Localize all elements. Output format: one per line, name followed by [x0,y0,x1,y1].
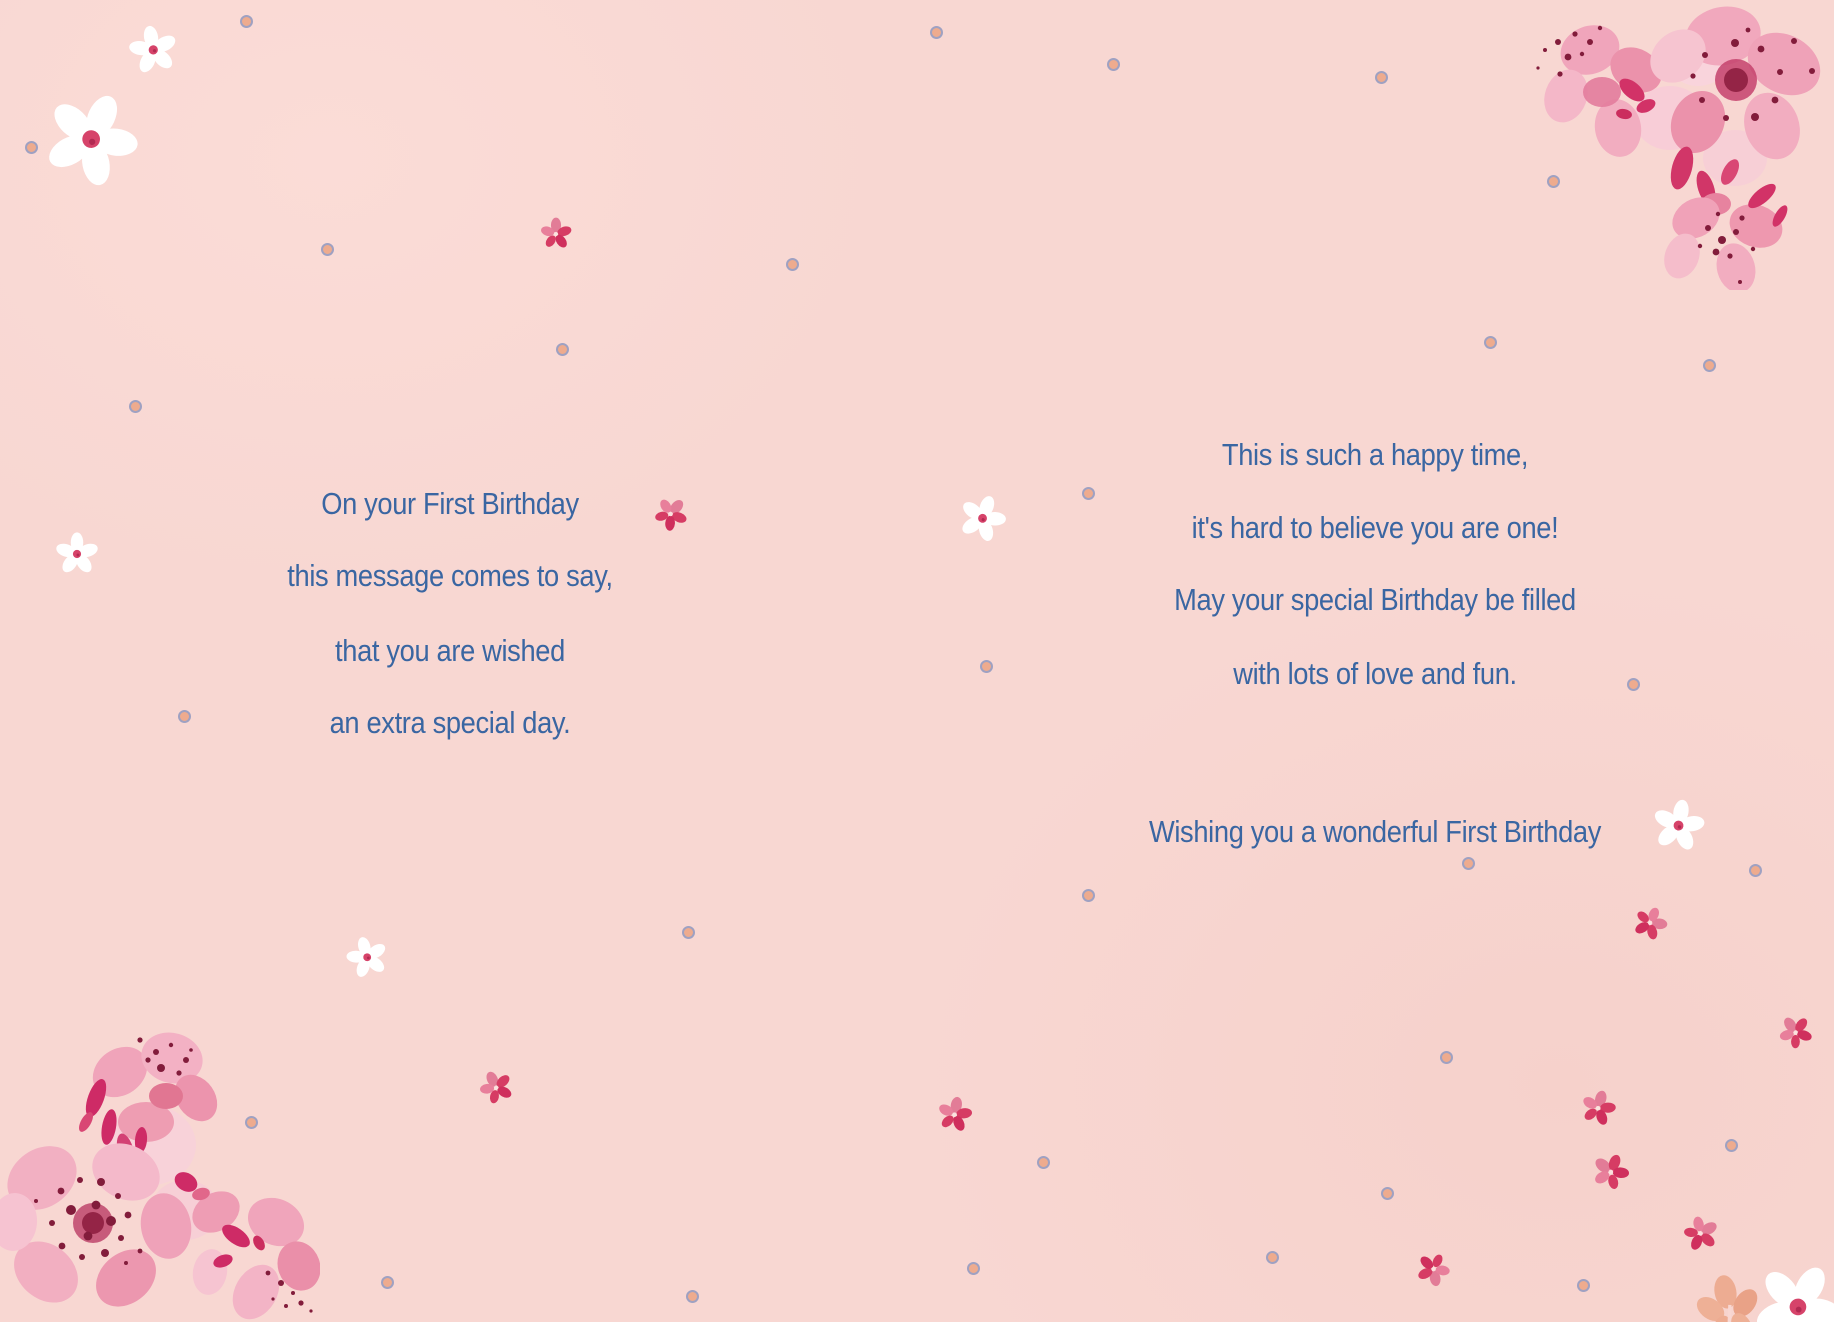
bead-dot [1749,864,1762,877]
bead-dot [1375,71,1388,84]
pink-small-flower-icon [1554,1052,1610,1108]
bead-dot [240,15,253,28]
bead-dot [1725,1139,1738,1152]
pink-small-flower-icon [1543,1141,1611,1209]
bead-dot [1037,1156,1050,1169]
right-verse-line-2: it's hard to believe you are one! [1191,510,1559,545]
bead-dot [321,243,334,256]
pink-small-flower-icon [1734,996,1795,1057]
pink-small-flower-icon [909,1061,962,1114]
watercolor-flower-cluster-bottom-left [0,1010,320,1322]
bead-dot [1266,1251,1279,1264]
left-verse-line-3: that you are wished [335,633,565,668]
right-verse-line-3: May your special Birthday be filled [1174,582,1576,617]
pink-small-flower-icon [1650,879,1698,927]
bead-dot [1547,175,1560,188]
bead-dot [786,258,799,271]
pink-small-flower-icon [1678,1171,1741,1234]
white-small-flower-icon [934,452,1001,519]
closing-wish-line: Wishing you a wonderful First Birthday [1148,814,1602,849]
right-verse-line-4: with lots of love and fun. [1233,656,1517,691]
white-small-flower-icon [91,0,154,59]
bead-dot [967,1262,980,1275]
bead-dot [930,26,943,39]
bead-dot [1462,857,1475,870]
left-verse-line-1: On your First Birthday [321,486,579,521]
bead-dot [1703,359,1716,372]
bead-dot [980,660,993,673]
peach-flower-icon [1631,1227,1728,1322]
bead-dot [1082,487,1095,500]
white-small-flower-icon [311,913,367,969]
bead-dot [682,926,695,939]
pink-small-flower-icon [1434,1262,1485,1313]
bead-dot [381,1276,394,1289]
white-small-flower-icon [29,506,77,554]
bead-dot [1082,889,1095,902]
bead-dot [1107,58,1120,71]
bead-dot [556,343,569,356]
bead-dot [1381,1187,1394,1200]
bead-dot [686,1290,699,1303]
left-verse-line-2: this message comes to say, [287,558,613,593]
pink-small-flower-icon [514,192,556,234]
bead-dot [1484,336,1497,349]
left-verse-line-4: an extra special day. [329,705,571,740]
bead-dot [1440,1051,1453,1064]
bead-dot [1577,1279,1590,1292]
bead-dot [129,400,142,413]
bead-dot [245,1116,258,1129]
bead-dot [25,141,38,154]
watercolor-flower-cluster-top-right [1530,0,1834,290]
pink-small-flower-icon [438,1048,496,1106]
right-verse-line-1: This is such a happy time, [1221,437,1529,472]
